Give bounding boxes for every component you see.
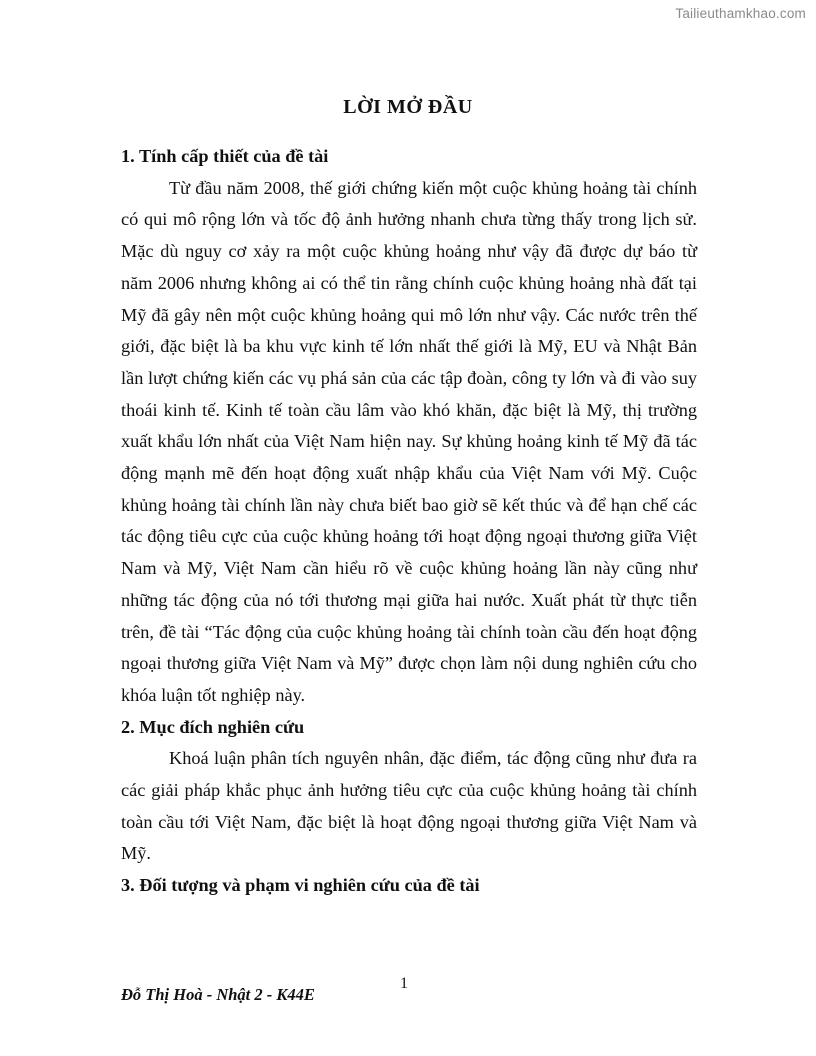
section-1-paragraph: Từ đầu năm 2008, thế giới chứng kiến một cuộc khủng hoảng tài chính có qui mô rộng lớn và tốc độ ảnh hưởng nhanh chưa từng thấy trong lịch sử. Mặc dù nguy cơ xảy ra một cuộc khủng hoảng như vậy đã được dự báo từ năm 2006 nhưng không ai có thể tin rằng chính cuộc khủng hoảng nhà đất tại Mỹ đã gây nên một cuộc khủng hoảng qui mô lớn như vậy. Các nước trên thế giới, đặc biệt là ba khu vực kinh tế lớn nhất thế giới là Mỹ, EU và Nhật Bản lần lượt chứng kiến các vụ phá sản của các tập đoàn, công ty lớn và đi vào suy thoái kinh tế. Kinh tế toàn cầu lâm vào khó khăn, đặc biệt là Mỹ, thị trường xuất khẩu lớn nhất của Việt Nam hiện nay. Sự khủng hoảng kinh tế Mỹ đã tác động mạnh mẽ đến hoạt động xuất nhập khẩu của Việt Nam với Mỹ. Cuộc khủng hoảng tài chính lần này chưa biết bao giờ sẽ kết thúc và để hạn chế các tác động tiêu cực của cuộc khủng hoảng tới hoạt động ngoại thương giữa Việt Nam và Mỹ, Việt Nam cần hiểu rõ về cuộc khủng hoảng lần này cũng như những tác động của nó tới thương mại giữa hai nước. Xuất phát từ thực tiễn trên, đề tài “Tác động của cuộc khủng hoảng tài chính toàn cầu đến hoạt động ngoại thương giữa Việt Nam và Mỹ” được chọn làm nội dung nghiên cứu cho khóa luận tốt nghiệp này. — [121, 177, 697, 705]
page-number: 1 — [400, 975, 408, 992]
section-2-paragraph: Khoá luận phân tích nguyên nhân, đặc điểm, tác động cũng như đưa ra các giải pháp khắc phục ảnh hưởng tiêu cực của cuộc khủng hoảng tài chính toàn cầu tới Việt Nam, đặc biệt là hoạt động ngoại thương giữa Việt Nam và Mỹ. — [121, 748, 697, 864]
section-2-heading: 2. Mục đích nghiên cứu — [121, 716, 305, 737]
document-body — [121, 141, 697, 902]
page-title: LỜI MỞ ĐẦU — [343, 96, 473, 118]
section-3-heading: 3. Đối tượng và phạm vi nghiên cứu của đề tài — [121, 875, 480, 896]
watermark: Tailieuthamkhao.com — [675, 6, 806, 21]
section-1-heading: 1. Tính cấp thiết của đề tài — [121, 146, 329, 166]
footer-author: Đỗ Thị Hoà - Nhật 2 - K44E — [121, 985, 315, 1004]
